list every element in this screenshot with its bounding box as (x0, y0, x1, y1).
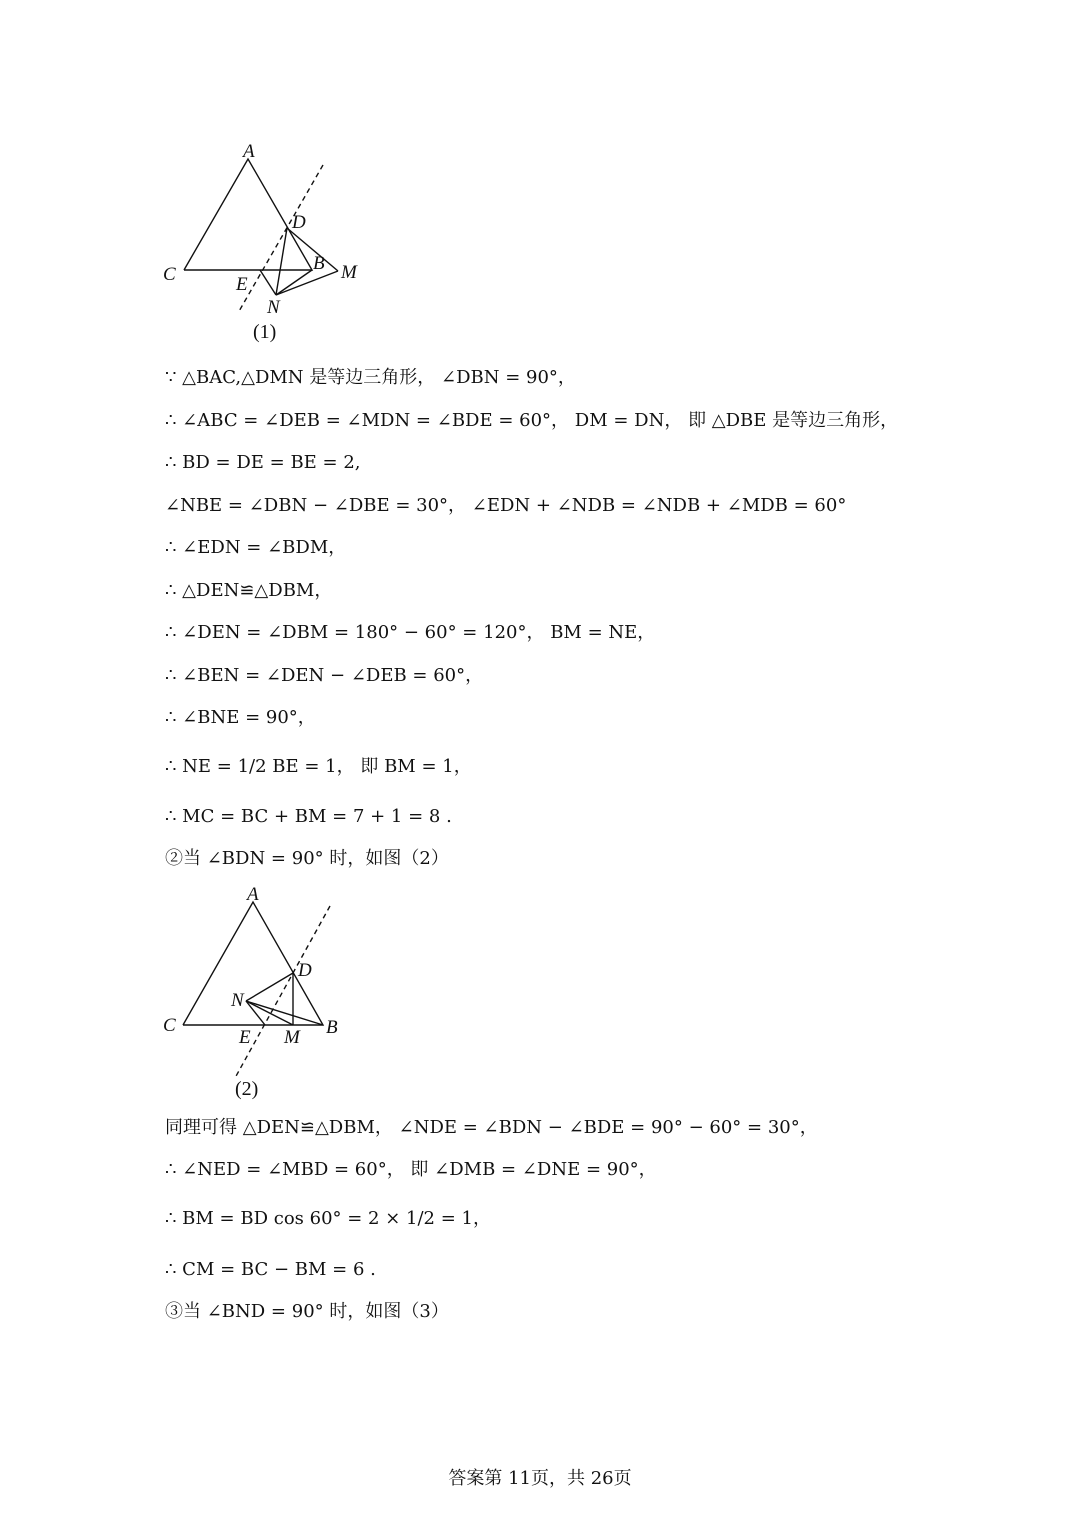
line-1: ∵ △BAC,△DMN 是等边三角形， ∠DBN = 90°， (165, 367, 576, 388)
line-15: ∴ BM = BD cos 60° = 2 × 1/2 = 1， (165, 1208, 491, 1229)
label-a: A (243, 141, 255, 162)
line-2: ∴ ∠ABC = ∠DEB = ∠MDN = ∠BDE = 60°， DM = DN， 即 △DBE 是等边三角形， (165, 410, 899, 431)
label-e: E (236, 274, 248, 295)
line-11: ∴ MC = BC + BM = 7 + 1 = 8 . (165, 806, 452, 827)
segment-nm (276, 271, 338, 295)
caption-2: (2) (235, 1078, 259, 1100)
label-b: B (326, 1017, 338, 1038)
label-b: B (313, 253, 325, 274)
figure-2 (150, 880, 390, 1105)
line-13: 同理可得 △DEN≌△DBM， ∠NDE = ∠BDN − ∠BDE = 90° − 60° = 30°， (165, 1117, 818, 1138)
line-14: ∴ ∠NED = ∠MBD = 60°， 即 ∠DMB = ∠DNE = 90°， (165, 1159, 657, 1180)
line-7: ∴ ∠DEN = ∠DBM = 180° − 60° = 120°， BM = NE， (165, 622, 656, 643)
line-3: ∴ BD = DE = BE = 2, (165, 452, 361, 473)
line-8: ∴ ∠BEN = ∠DEN − ∠DEB = 60°， (165, 665, 484, 686)
line-5: ∴ ∠EDN = ∠BDM， (165, 537, 347, 558)
figure-1 (150, 135, 390, 350)
line-12: ②当 ∠BDN = 90° 时，如图（2） (165, 848, 449, 869)
label-a: A (247, 884, 259, 905)
label-e: E (239, 1027, 251, 1048)
line-10: ∴ NE = 1/2 BE = 1， 即 BM = 1， (165, 756, 472, 777)
label-d: D (292, 212, 306, 233)
page-footer: 答案第 11页，共 26页 (448, 1468, 632, 1489)
line-4: ∠NBE = ∠DBN − ∠DBE = 30°， ∠EDN + ∠NDB = ∠NDB + ∠MDB = 60° (165, 495, 847, 516)
dashed-line (238, 165, 323, 313)
label-n: N (267, 297, 280, 318)
line-9: ∴ ∠BNE = 90°， (165, 707, 316, 728)
label-c: C (163, 1015, 176, 1036)
line-6: ∴ △DEN≌△DBM， (165, 580, 333, 601)
line-16: ∴ CM = BC − BM = 6 . (165, 1259, 376, 1280)
label-m: M (341, 262, 357, 283)
segment-en (260, 270, 276, 295)
label-n: N (231, 990, 244, 1011)
line-17: ③当 ∠BND = 90° 时，如图（3） (165, 1301, 449, 1322)
label-c: C (163, 264, 176, 285)
label-d: D (298, 960, 312, 981)
caption-1: (1) (253, 321, 277, 343)
label-m: M (284, 1027, 300, 1048)
dashed-line (235, 906, 330, 1078)
